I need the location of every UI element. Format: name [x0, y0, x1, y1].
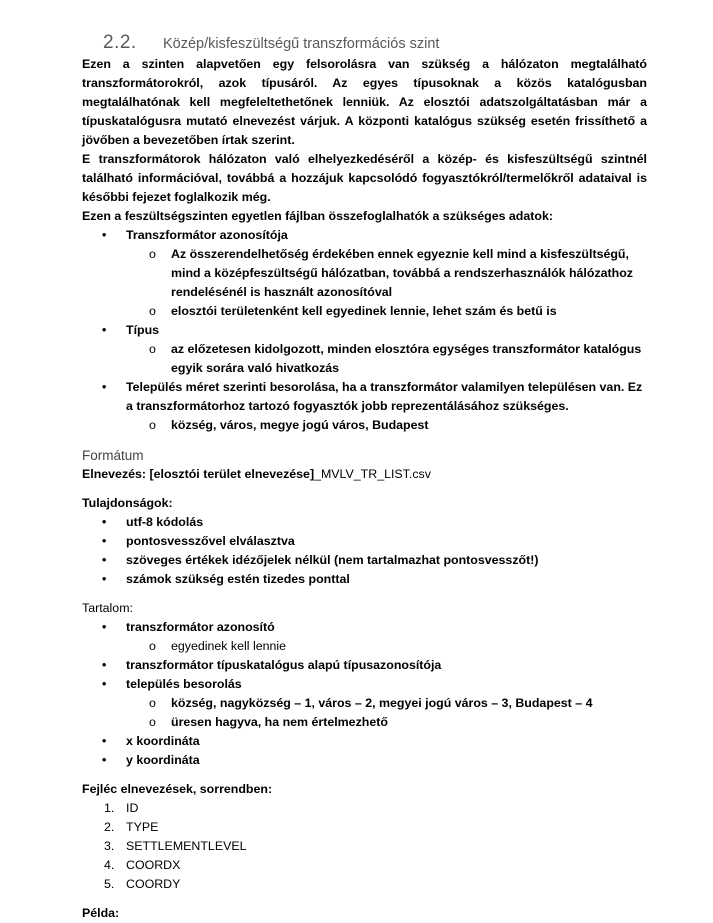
list-item: 5. COORDY [104, 877, 181, 891]
list-item: o az előzetesen kidolgozott, minden elosztóra egységes transzformátor katalógus egyik sorára való hivatkozás [149, 342, 642, 375]
content-label: Tartalom: [82, 601, 133, 615]
list-item: • pontosvesszővel elválasztva [102, 534, 295, 548]
list-item: 3. SETTLEMENTLEVEL [104, 839, 247, 853]
list-item: • számok szükség estén tizedes ponttal [102, 572, 350, 586]
list-item: o Az összerendelhetőség érdekében ennek egyeznie kell mind a kisfeszültségű, mind a középfeszültségű hálózatban, továbbá a rendszerhasználók hálózathoz rendelésénél is használt azonosítóval [149, 247, 633, 299]
list-item: 1. ID [104, 801, 139, 815]
section-heading [103, 32, 647, 54]
list-item: • Transzformátor azonosítója o Az összerendelhetőség érdekében ennek egyeznie kell mind a kisfeszültségű, mind a középfeszültségű hálózatban, továbbá a rendszerhasználók hálózathoz rendelésénél is használt azonosítóval o elosztói területenként kell egyedinek lennie, lehet szám és betű is [82, 226, 647, 321]
list-item: o egyedinek kell lennie [149, 639, 287, 653]
list-item: • transzformátor típuskatalógus alapú típusazonosítója [102, 658, 442, 672]
list-item: o község, város, megye jogú város, Budapest [149, 418, 429, 432]
data-requirements-list [82, 226, 647, 435]
list-item: • település besorolás o község, nagyközség – 1, város – 2, megyei jogú város – 3, Budapest – 4 o üresen hagyva, ha nem értelmezhető [82, 675, 647, 732]
list-item: • Település méret szerinti besorolása, ha a transzformátor valamilyen településen van. Ez a transzformátorhoz tartozó fogyasztók jobb reprezentálásához szükséges. o község, város, megye jogú város, Budapest [82, 378, 647, 435]
list-item: 2. TYPE [104, 820, 159, 834]
list-item: 4. COORDX [104, 858, 181, 872]
example-label: Példa: [82, 906, 120, 920]
paragraph-intro: Ezen a szinten alapvetően egy felsorolásra van szükség a hálózaton megtalálható transzformátorokról, azok típusáról. Az egyes típusoknak a közös katalógusban megtalálhatónak kell megfeleltethetőnek lenniük. Az elosztói adatszolgáltatásban már a típuskatalógusra mutató elnevezést várjuk. A központi katalógus szükség esetén frissíthető a jövőben a bevezetőben írtak szerint. [82, 57, 647, 147]
list-item: • y koordináta [102, 753, 200, 767]
list-item: • szöveges értékek idézőjelek nélkül (nem tartalmazhat pontosvesszőt!) [102, 553, 539, 567]
list-item: o elosztói területenként kell egyedinek lennie, lehet szám és betű is [149, 304, 557, 318]
section-title: Közép/kisfeszültségű transzformációs szint [163, 36, 440, 52]
list-item: • utf-8 kódolás [102, 515, 204, 529]
headers-label: Fejléc elnevezések, sorrendben: [82, 782, 273, 796]
section-number: 2.2. [103, 32, 137, 53]
format-heading: Formátum [82, 448, 144, 463]
list-item: o üresen hagyva, ha nem értelmezhető [149, 715, 388, 729]
naming-line: Elnevezés: [elosztói terület elnevezése]_MVLV_TR_LIST.csv [82, 467, 431, 481]
content-list [82, 618, 647, 770]
list-item: o község, nagyközség – 1, város – 2, megyei jogú város – 3, Budapest – 4 [149, 696, 593, 710]
properties-label: Tulajdonságok: [82, 496, 173, 510]
paragraph-summary: Ezen a feszültségszinten egyetlen fájlban összefoglalhatók a szükséges adatok: [82, 209, 553, 223]
paragraph-location: E transzformátorok hálózaton való elhelyezkedéséről a közép- és kisfeszültségű szintnél található információval, továbbá a hozzájuk kapcsolódó fogyasztókról/termelőkről adataival is későbbi fejezet foglalkozik még. [82, 152, 647, 204]
list-item: • x koordináta [102, 734, 200, 748]
properties-list [82, 513, 647, 589]
list-item: • transzformátor azonosító o egyedinek kell lennie [82, 618, 647, 656]
list-item: • Típus o az előzetesen kidolgozott, minden elosztóra egységes transzformátor katalógus egyik sorára való hivatkozás [82, 321, 647, 378]
headers-list [82, 799, 647, 894]
